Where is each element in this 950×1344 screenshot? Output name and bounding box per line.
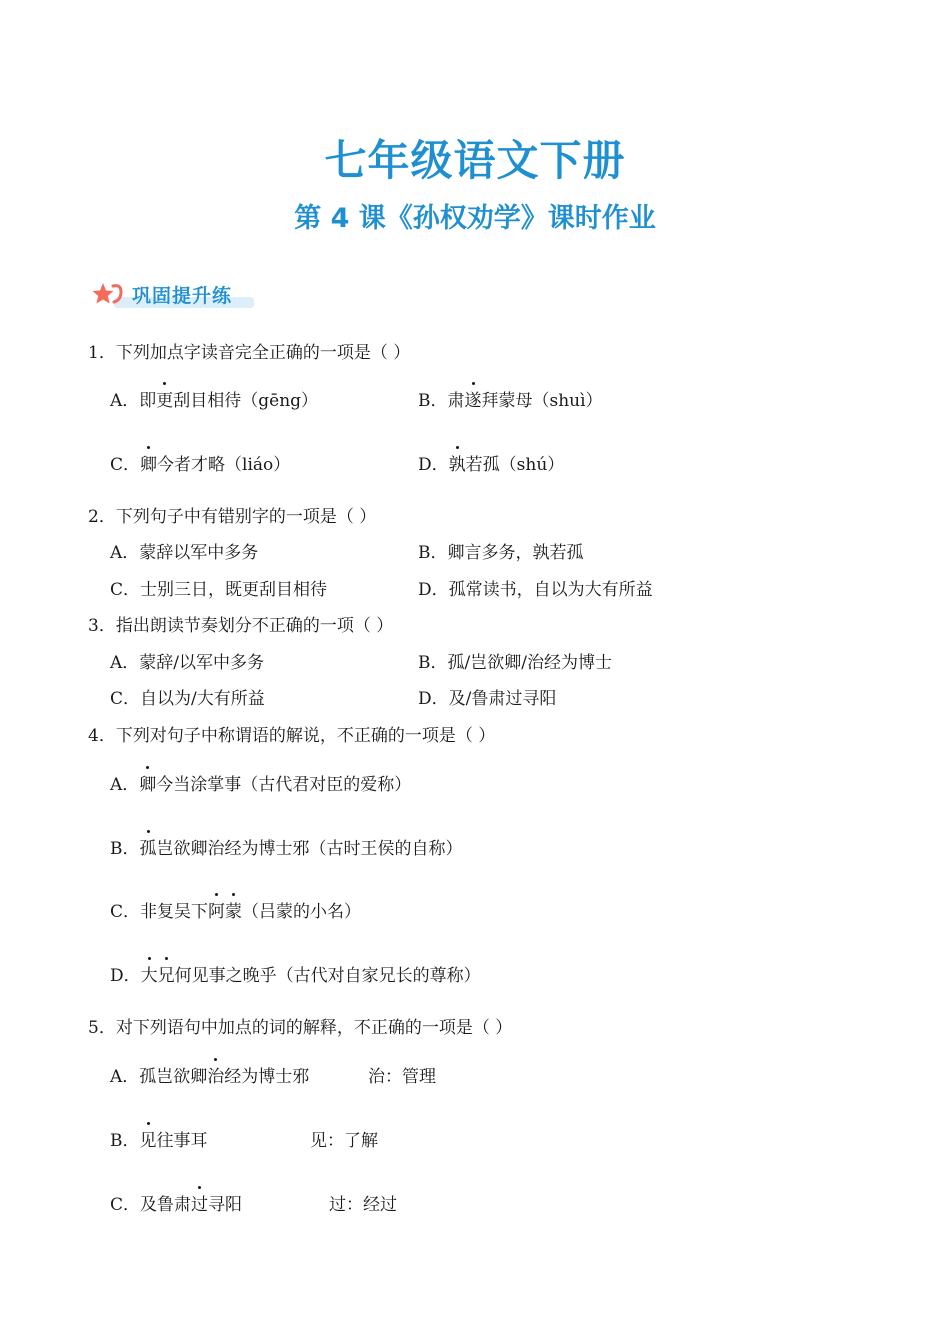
option-letter: B． bbox=[110, 1131, 140, 1151]
dotted-char: 更 bbox=[156, 386, 173, 411]
option-letter: A． bbox=[110, 775, 140, 795]
q5-option-c bbox=[110, 1190, 242, 1215]
option-text: （吕蒙的小名） bbox=[242, 902, 362, 922]
option-text: 经为博士邪 bbox=[224, 1067, 310, 1087]
q4-option-d bbox=[110, 961, 481, 986]
option-letter: D． bbox=[418, 689, 449, 709]
star-icon bbox=[92, 281, 124, 307]
option-letter: D． bbox=[418, 580, 449, 600]
option-text: 若孤（shú） bbox=[465, 455, 565, 475]
option-text: 及/鲁肃过寻阳 bbox=[448, 689, 557, 709]
q4-option-c bbox=[110, 897, 361, 922]
option-text: 非复吴下 bbox=[140, 902, 209, 922]
q1-option-b bbox=[418, 386, 603, 411]
page-title: 七年级语文下册 bbox=[324, 136, 626, 185]
dotted-char: 见 bbox=[140, 1126, 157, 1151]
q5-option-a-gloss: 治：管理 bbox=[368, 1067, 436, 1087]
dotted-char: 大 bbox=[141, 961, 158, 986]
q5-option-b bbox=[110, 1126, 208, 1151]
option-letter: A． bbox=[110, 391, 140, 411]
q5-option-c-gloss: 过：经过 bbox=[329, 1195, 397, 1215]
option-letter: C． bbox=[110, 902, 141, 922]
dotted-char: 蒙 bbox=[225, 897, 242, 922]
q5-option-b-gloss: 见：了解 bbox=[310, 1131, 378, 1151]
page-subtitle: 第 4 课《孙权劝学》课时作业 bbox=[294, 203, 656, 234]
option-letter: A． bbox=[110, 1067, 140, 1087]
q2-option-c bbox=[110, 575, 327, 600]
option-letter: C． bbox=[110, 689, 141, 709]
question-3-stem: 3．指出朗读节奏划分不正确的一项（ ） bbox=[88, 616, 394, 636]
option-text: 孤/岂欲卿/治经为博士 bbox=[447, 653, 612, 673]
dotted-char: 孰 bbox=[449, 450, 466, 475]
q4-option-b bbox=[110, 834, 463, 859]
question-5-stem: 5．对下列语句中加点的词的解释，不正确的一项是（ ） bbox=[88, 1018, 513, 1038]
option-text: 士别三日，既更刮目相待 bbox=[140, 580, 328, 600]
option-text: 往事耳 bbox=[156, 1131, 208, 1151]
q2-option-a bbox=[110, 538, 258, 563]
question-2-stem: 2．下列句子中有错别字的一项是（ ） bbox=[88, 507, 377, 527]
option-letter: C． bbox=[110, 580, 141, 600]
q3-option-b bbox=[418, 648, 612, 673]
option-text: 及鲁肃 bbox=[140, 1195, 192, 1215]
option-letter: A． bbox=[110, 653, 140, 673]
option-text: 即 bbox=[139, 391, 157, 411]
option-letter: A． bbox=[110, 543, 140, 563]
q1-option-a bbox=[110, 386, 318, 411]
option-text: 岂欲卿治经为博士邪（古时王侯的自称） bbox=[156, 839, 463, 859]
option-text: 卿言多务，孰若孤 bbox=[447, 543, 584, 563]
option-letter: B． bbox=[418, 391, 448, 411]
dotted-char: 过 bbox=[191, 1190, 208, 1215]
dotted-char: 阿 bbox=[208, 897, 225, 922]
option-letter: C． bbox=[110, 1195, 141, 1215]
option-text: 蒙辞以军中多务 bbox=[139, 543, 259, 563]
q4-option-a bbox=[110, 770, 411, 795]
q3-option-c bbox=[110, 684, 265, 709]
dotted-char: 治 bbox=[207, 1062, 224, 1087]
q3-option-a bbox=[110, 648, 264, 673]
q1-option-c bbox=[110, 450, 290, 475]
option-text: 何见事之晚乎（古代对自家兄长的尊称） bbox=[174, 966, 481, 986]
option-letter: B． bbox=[110, 839, 140, 859]
option-text: 孤岂欲卿 bbox=[139, 1067, 208, 1087]
option-letter: B． bbox=[418, 653, 448, 673]
option-text: 肃 bbox=[447, 391, 465, 411]
option-text: 拜蒙母（shuì） bbox=[481, 391, 603, 411]
section-header bbox=[92, 279, 232, 309]
question-4-stem: 4．下列对句子中称谓语的解说，不正确的一项是（ ） bbox=[88, 726, 496, 746]
q2-option-b bbox=[418, 538, 584, 563]
question-1-stem: 1．下列加点字读音完全正确的一项是（ ） bbox=[88, 343, 411, 363]
q3-option-d bbox=[418, 684, 556, 709]
option-text: 今当涂掌事（古代君对臣的爱称） bbox=[156, 775, 412, 795]
q2-option-d bbox=[418, 575, 653, 600]
option-letter: B． bbox=[418, 543, 448, 563]
option-text: 蒙辞/以军中多务 bbox=[139, 653, 265, 673]
section-label: 巩固提升练 bbox=[132, 284, 233, 307]
option-letter: C． bbox=[110, 455, 141, 475]
section-badge bbox=[92, 281, 232, 308]
dotted-char: 孤 bbox=[140, 834, 157, 859]
option-text: 自以为/大有所益 bbox=[140, 689, 265, 709]
dotted-char: 卿 bbox=[140, 450, 157, 475]
option-letter: D． bbox=[110, 966, 141, 986]
q1-option-d bbox=[418, 450, 564, 475]
option-text: 寻阳 bbox=[208, 1195, 243, 1215]
option-letter: D． bbox=[418, 455, 449, 475]
dotted-char: 遂 bbox=[465, 386, 482, 411]
q5-option-a bbox=[110, 1062, 309, 1087]
option-text: 孤常读书，自以为大有所益 bbox=[448, 580, 653, 600]
dotted-char: 兄 bbox=[158, 961, 175, 986]
option-text: 刮目相待（gēng） bbox=[173, 391, 319, 411]
dotted-char: 卿 bbox=[139, 770, 156, 795]
option-text: 今者才略（liáo） bbox=[157, 455, 291, 475]
